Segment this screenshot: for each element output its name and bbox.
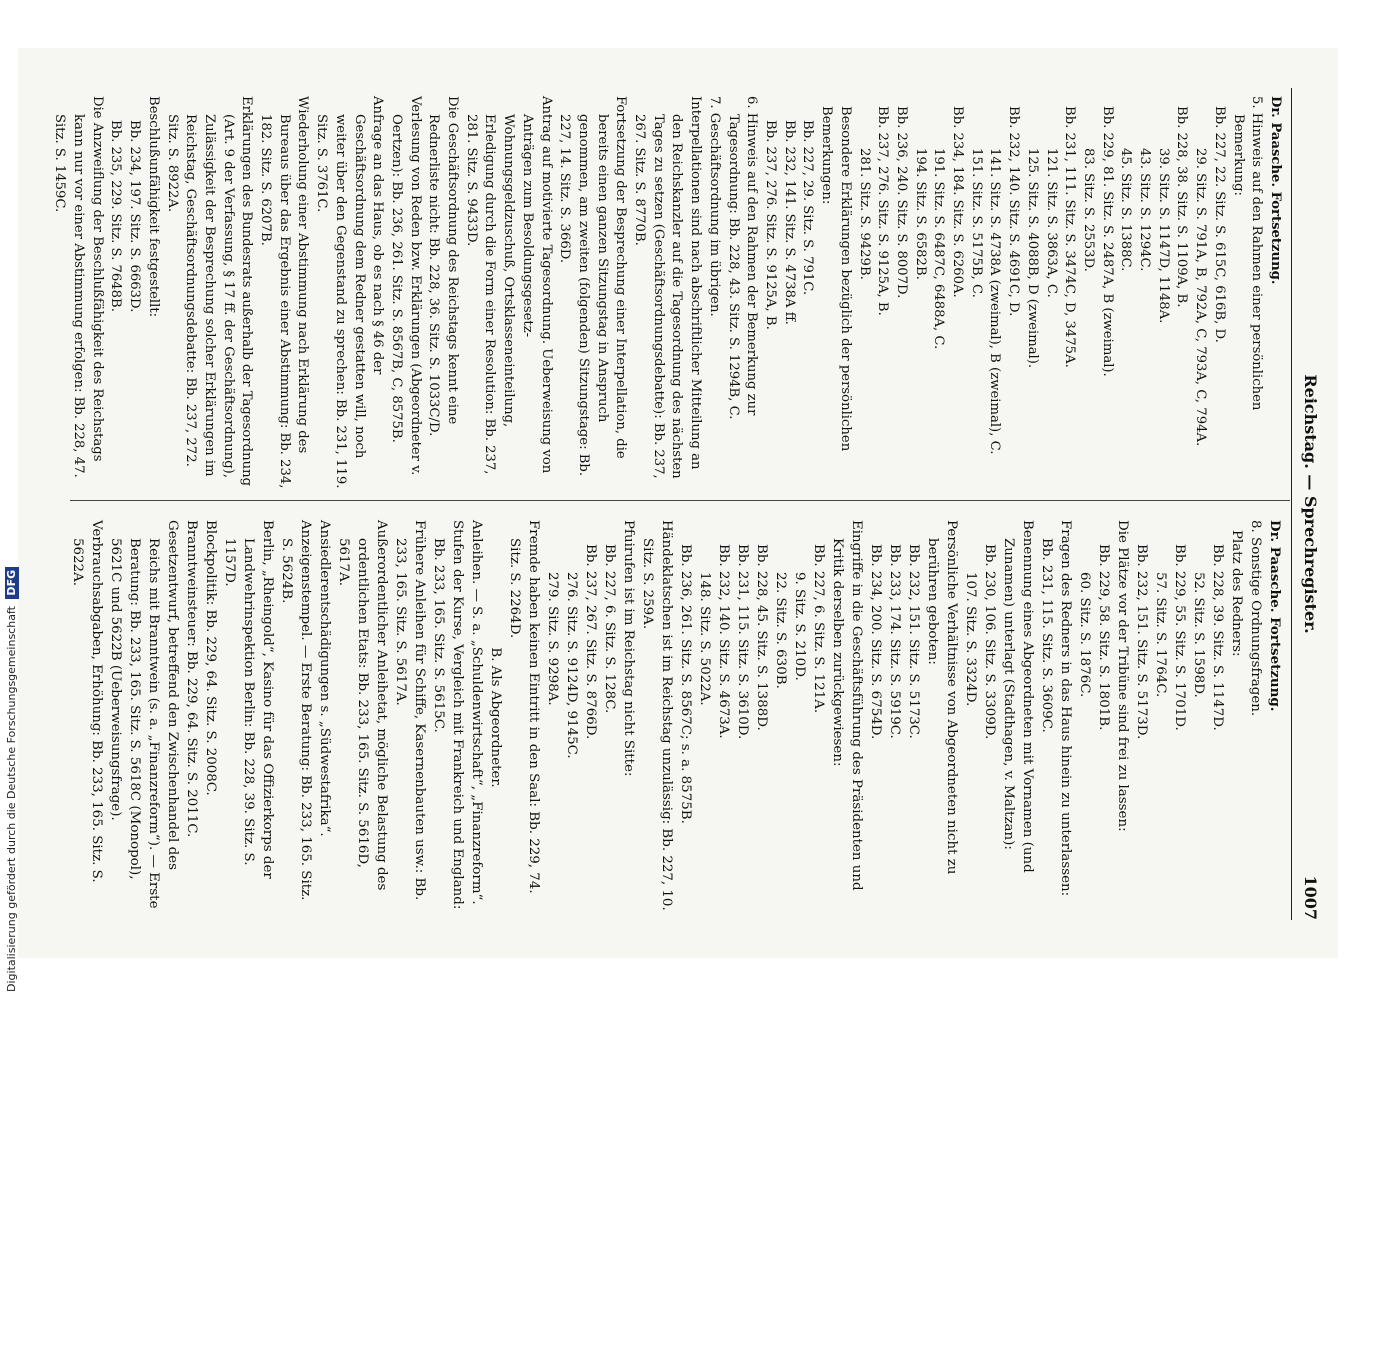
entry-line: Bb. 237, 276. Sitz. S. 9125A, B. <box>875 106 891 316</box>
entry-line: Branntweinsteuer: Bb. 229, 64. Sitz. S. 2011C. <box>184 520 199 838</box>
entry-line: Dr. Paasche. Fortsetzung. <box>1267 520 1283 712</box>
entry-line: Benennung eines Abgeordneten mit Vornamen (und Zunamen) unterlagt (Stadthagen, v. Maltzan): <box>1001 520 1035 873</box>
entry-line: Bb. 232, 141. Sitz. S. 4738A ff. <box>781 120 797 325</box>
entry-line: 83. Sitz. S. 2553D. <box>1080 148 1096 272</box>
entry-line: 29. Sitz. S. 791A, B, 792A, C, 793A, C, 794A. <box>1193 148 1209 447</box>
entry-line: Außerordentlicher Anleihetat, mögliche Belastung des ordentlichen Etats: Bb. 233, 165. Sitz. S. 5616D, 5617A. <box>336 520 389 891</box>
entry-line: Stufen der Kurse, Vergleich mit Frankreich und England: Bb. 233, 165. Sitz. S. 5615C. <box>431 520 465 910</box>
entry-line: 107. Sitz. S. 3324D. <box>963 572 978 707</box>
entry-line: Berlin, „Rheingold“, Kasino für das Offizierkorps der Landwehrinspektion Berlin: Bb. 228, 39. Sitz. S. 1157D. <box>222 520 275 879</box>
entry-line: 43. Sitz. S. 1294C. <box>1137 148 1153 272</box>
entry-line: 39. Sitz. S. 1147D, 1148A. <box>1155 148 1171 324</box>
right-column <box>68 520 1284 915</box>
entry-line: Dr. Paasche. Fortsetzung. <box>1268 96 1283 285</box>
entry-line: Platz des Redners: <box>1229 530 1244 657</box>
entry-line: Erklärungen des Bundesrats außerhalb der Tagesordnung (Art. 9 der Verfassung, § 17 ff. der Geschäftsordnung), Zulässigkeit der Besprechung solcher Erklärungen im Reichstag, Geschäftsordnungsdebatte: Bb. 237, 272. Sitz. S. 8922A. <box>164 96 255 487</box>
entry-line: Verlesung von Reden bzw. Erklärungen (Abgeordneter v. Oertzen): Bb. 236, 261. Sitz. S. 8567B, C, 8575B. <box>388 96 423 476</box>
entry-line: 148. Sitz. S. 5022A. <box>697 572 712 706</box>
entry-line: Fortsetzung der Besprechung einer Interpellation, die bereits einen ganzen Sitzungstag in Anspruch genommen, am zweiten (folgenden) Sitzungstage: Bb. 227, 14. Sitz. S. 366D. <box>557 96 629 477</box>
entry-line: Antrag auf motivierte Tagesordnung. Ueberweisung von Anträgen zum Besoldungsgesetz-Wohnungsgeldzuschuß, Ortsklasseneinteilung, Erledigung durch die Form einer Resolution: Bb. 237, 281. Sitz. S. 9433D. <box>463 96 554 475</box>
entry-line: Bb. 232, 151. Sitz. S. 5173C. <box>906 544 921 739</box>
entry-line: Bb. 228, 45. Sitz. S. 1388D. <box>754 544 769 731</box>
entry-line: Bb. 228, 38. Sitz. S. 1109A, B. <box>1174 106 1190 308</box>
entry-line: Anleihen. — S. a. „Schuldenwirtschaft“, „Finanzreform“. <box>469 520 484 905</box>
entry-line: Händeklatschen ist im Reichstag unzulässig: Bb. 227, 10. Sitz. S. 259A. <box>640 520 674 911</box>
entry-line: Blockpolitik: Bb. 229, 64. Sitz. S. 2008C. <box>203 520 218 796</box>
entry-line: 8. Sonstige Ordnungsfragen. <box>1248 520 1263 717</box>
entry-line: Interpellationen sind nach abschriftlicher Mitteilung an den Reichskanzler auf die Tagesordnung des nächsten Tages zu setzen (Geschäftsordnungsdebatte): Bb. 237, 267. Sitz. S. 8770B. <box>632 96 704 479</box>
entry-line: Frühere Anleihen für Schiffe, Kasernenbauten usw.: Bb. 233, 165. Sitz. S. 5617A. <box>393 520 427 901</box>
entry-line: 45. Sitz. S. 1388C. <box>1118 148 1134 272</box>
entry-line: 141. Sitz. S. 4738A (zweimal), B (zweimal), C. <box>987 148 1003 455</box>
entry-line: Anfrage an das Haus, ob es nach § 46 der Geschäftsordnung dem Redner gestatten will, noch weiter über den Gegenstand zu sprechen: Bb. 231, 119. Sitz. S. 3761C. <box>314 96 386 489</box>
document-page <box>18 48 1338 958</box>
entry-line: 57. Sitz. S. 1764C. <box>1153 572 1168 698</box>
entry-line: 52. Sitz. S. 1598D. <box>1191 572 1206 698</box>
entry-line: Die Geschäftsordnung des Reichstags kennt eine Rednerliste nicht: Bb. 228, 36. Sitz. S. 1033C/D. <box>426 96 461 437</box>
entry-line: Fremde haben keinen Eintritt in den Saal: Bb. 229, 74. Sitz. S. 2264D. <box>507 520 541 894</box>
entry-line: Eingriffe in die Geschäftsführung des Präsidenten und Kritik derselben zurückgewiesen: <box>830 520 864 891</box>
entry-line: 194. Sitz. S. 6582B. <box>912 148 928 280</box>
entry-line: 191. Sitz. S. 6487C, 6488A, C. <box>931 148 947 350</box>
entry-line: 151. Sitz. S. 5175B, C. <box>968 148 984 298</box>
entry-line: Bb. 229, 58. Sitz. S. 1801B. <box>1096 544 1111 731</box>
entry-line: Bb. 232, 140. Sitz. S. 4673A. <box>716 544 731 739</box>
column-divider <box>70 500 1290 501</box>
dfg-logo: DFG <box>5 567 19 599</box>
entry-line: 276. Sitz. S. 9124D, 9145C. <box>564 572 579 759</box>
page-number: 1007 <box>1301 875 1320 920</box>
entry-line: Bb. 227, 6. Sitz. S. 128C. <box>602 544 617 714</box>
entry-line: 281. Sitz. S. 9429B. <box>856 148 872 280</box>
entry-line: 60. Sitz. S. 1876C. <box>1077 572 1092 698</box>
entry-line: Bb. 234, 197. Sitz. S. 6663D. <box>127 120 143 313</box>
entry-line: 121. Sitz. S. 3863A, C. <box>1043 148 1059 298</box>
entry-line: Bb. 228, 39. Sitz. S. 1147D. <box>1210 544 1225 731</box>
entry-line: Bb. 232, 151. Sitz. S. 5173D. <box>1134 544 1149 740</box>
entry-line: 22. Sitz. S. 630B. <box>773 572 788 689</box>
entry-line: Bb. 237, 276. Sitz. S. 9125A, B. <box>763 120 779 330</box>
entry-line: 7. Geschäftsordnung im übrigen. <box>706 96 722 317</box>
entry-line: Bb. 230, 106. Sitz. S. 3309D. <box>982 544 997 740</box>
entry-line: Bb. 231, 115. Sitz. S. 3610D. <box>735 544 750 740</box>
entry-line: Bb. 233, 174. Sitz. S. 5919C. <box>887 544 902 739</box>
entry-line: Verbrauchsabgaben, Erhöhung: Bb. 233, 165. Sitz. S. 5622A. <box>70 520 104 883</box>
entry-line: Gesetzentwurf, betreffend den Zwischenhandel des Reichs mit Branntwein (s. a. „Finanzreform“). — Erste Beratung: Bb. 233, 165. Sitz. S. 5618C (Monopol), 5621C und 5622B (Ueberweisungsfrage). <box>108 520 180 909</box>
header-rule <box>1291 88 1292 920</box>
entry-line: Bb. 227, 29. Sitz. S. 791C. <box>800 120 816 296</box>
entry-line: Bb. 234, 184. Sitz. S. 6260A. <box>950 106 966 298</box>
entry-line: Fragen des Redners in das Haus hinein zu unterlassen: Bb. 231, 115. Sitz. S. 3609C. <box>1039 520 1073 897</box>
entry-line: Bb. 227, 6. Sitz. S. 121A. <box>811 544 826 714</box>
entry-line: B. Als Abgeordneter. <box>488 647 503 788</box>
entry-line: 125. Sitz. S. 4088B, D (zweimal). <box>1024 148 1040 369</box>
left-column <box>50 96 1284 491</box>
entry-line: 9. Sitz. S. 210D. <box>792 572 807 681</box>
entry-line: Die Plätze vor der Tribüne sind frei zu lassen: <box>1115 520 1130 832</box>
entry-line: Bb. 236, 240. Sitz. S. 8007D. <box>893 106 909 299</box>
entry-line: Bb. 236, 261. Sitz. S. 8567C; s. a. 8575B. <box>678 544 693 824</box>
entry-line: Pfuirufen ist im Reichstag nicht Sitte: <box>621 520 636 777</box>
entry-line: Bb. 231, 111. Sitz. S. 3474C, D, 3475A. <box>1062 106 1078 368</box>
running-header <box>1294 88 1320 920</box>
entry-line: Anzeigenstempel. — Erste Beratung: Bb. 233, 165. Sitz. S. 5624B. <box>279 520 313 901</box>
entry-line: Persönliche Verhältnisse von Abgeordneten nicht zu berühren geboten: <box>925 520 959 875</box>
entry-line: 279. Sitz. S. 9298A. <box>545 572 560 706</box>
entry-line: Bb. 227, 22. Sitz. S. 615C, 616B, D. <box>1211 106 1227 343</box>
entry-line: Ansiedlerentschädigungen s. „Südwestafrika“. <box>317 520 332 837</box>
entry-line: Besondere Erklärungen bezüglich der persönlichen Bemerkungen: <box>819 106 853 452</box>
entry-line: 6. Hinweis auf den Rahmen der Bemerkung zur Tagesordnung: Bb. 228, 43. Sitz. S. 1294B, C. <box>725 96 760 420</box>
entry-line: 5. Hinweis auf den Rahmen einer persönlichen Bemerkung: <box>1230 96 1265 411</box>
entry-line: Bb. 234, 200. Sitz. S. 6754D. <box>868 544 883 740</box>
entry-line: Bb. 232, 140. Sitz. S. 4691C, D. <box>1006 106 1022 317</box>
entry-line: Beschlußunfähigkeit festgestellt: <box>145 96 161 318</box>
footer-credit <box>2 569 22 992</box>
entry-line: Bb. 229, 55. Sitz. S. 1701D. <box>1172 544 1187 731</box>
entry-line: Bb. 229, 81. Sitz. S. 2487A, B (zweimal). <box>1099 106 1115 377</box>
entry-line: Bb. 235, 229. Sitz. S. 7648B. <box>108 120 124 312</box>
page-header-title: Reichstag. — Sprechregister. <box>1301 374 1320 634</box>
entry-line: Wiederholung einer Abstimmung nach Erklärung des Bureaus über das Ergebnis einer Abstimmung: Bb. 234, 182. Sitz. S. 6207B. <box>258 96 311 489</box>
digitization-credit: Digitalisierung gefördert durch die Deutsche Forschungsgemeinschaft <box>5 606 18 992</box>
entry-line: Die Anzweiflung der Beschlußfähigkeit des Reichstags kann nur vor einer Abstimmung erfolgen: Bb. 228, 47. Sitz. S. 1459C. <box>52 96 105 478</box>
entry-line: Bb. 237, 267. Sitz. S. 8766D. <box>583 544 598 740</box>
